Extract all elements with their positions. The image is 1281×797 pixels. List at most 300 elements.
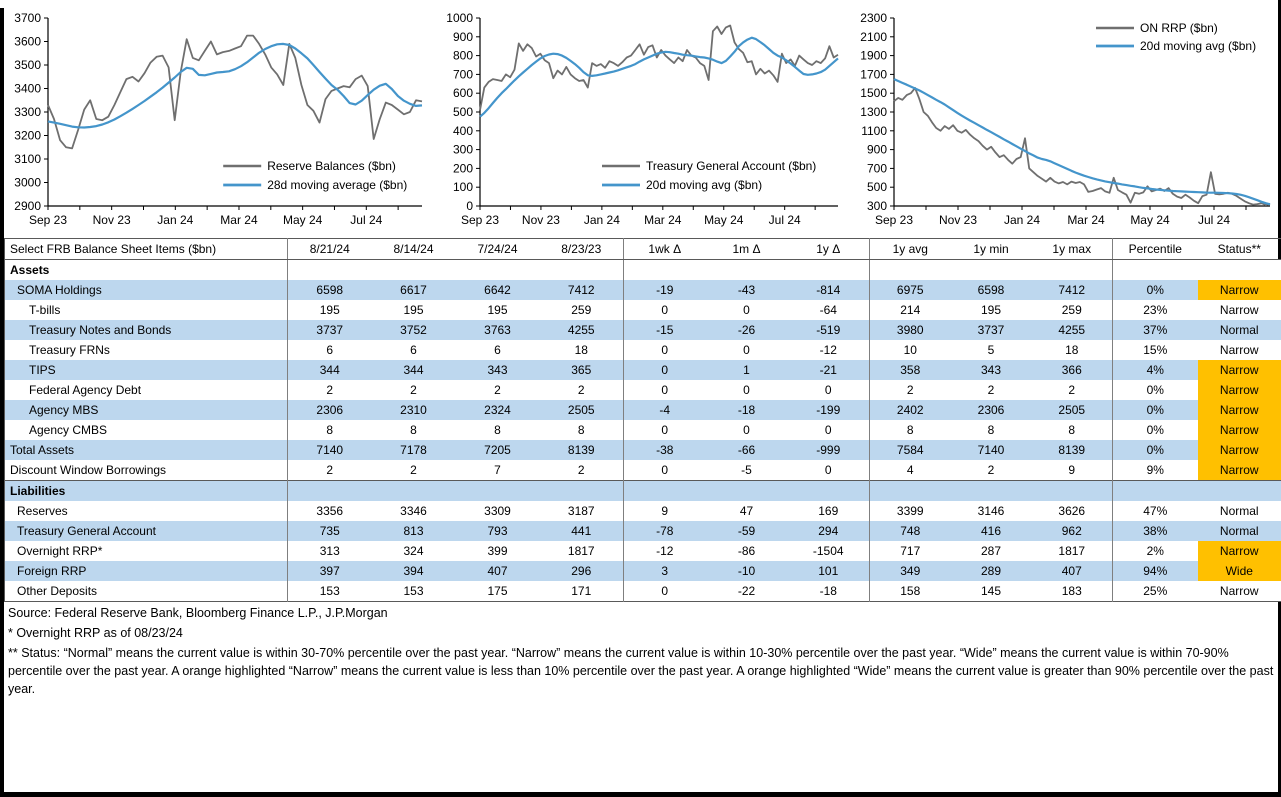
value-cell: 3737 bbox=[288, 320, 372, 340]
y-tick-label: 3600 bbox=[14, 34, 41, 49]
value-cell: 6598 bbox=[288, 280, 372, 300]
table-row bbox=[5, 501, 1281, 521]
value-cell: 2 bbox=[987, 463, 995, 477]
value-cell: 2306 bbox=[977, 403, 1005, 417]
empty-cell bbox=[1032, 260, 1113, 281]
y-tick-label: 200 bbox=[452, 161, 473, 176]
treasury-general-account-chart bbox=[438, 4, 846, 236]
value-cell: 294 bbox=[818, 524, 839, 538]
value-cell: 153 bbox=[288, 581, 372, 602]
y-tick-label: 700 bbox=[452, 67, 473, 82]
value-cell: 8 bbox=[870, 420, 951, 440]
value-cell: 343 bbox=[487, 363, 508, 377]
row-label: Overnight RRP* bbox=[17, 544, 103, 558]
value-cell: 8 bbox=[410, 423, 417, 437]
legend-label: Treasury General Account ($bn) bbox=[646, 159, 817, 173]
value-cell: 195 bbox=[487, 303, 508, 317]
source-note: Source: Federal Reserve Bank, Bloomberg Finance L.P., J.P.Morgan bbox=[8, 606, 388, 620]
value-cell: -1504 bbox=[812, 544, 844, 558]
empty-cell bbox=[788, 481, 870, 502]
value-cell: -78 bbox=[624, 521, 706, 541]
value-cell: 9 bbox=[1068, 463, 1076, 477]
value-cell: 7140 bbox=[288, 440, 372, 460]
table-row bbox=[5, 280, 1281, 300]
value-cell: 6617 bbox=[400, 283, 427, 297]
value-cell: 748 bbox=[870, 521, 951, 541]
column-header: 1y min bbox=[951, 239, 1032, 260]
y-tick-label: 700 bbox=[866, 161, 887, 176]
value-cell: 171 bbox=[571, 584, 592, 598]
value-cell: 7178 bbox=[400, 443, 427, 457]
table-row bbox=[5, 460, 1281, 481]
table-row bbox=[5, 340, 1281, 360]
column-header: 8/21/24 bbox=[288, 239, 372, 260]
table-row bbox=[5, 400, 1281, 420]
row-label: Other Deposits bbox=[17, 584, 98, 598]
reserve-balances-chart bbox=[6, 4, 430, 236]
value-cell: 18 bbox=[1065, 343, 1079, 357]
table-row bbox=[5, 581, 1281, 602]
y-tick-label: 3300 bbox=[14, 105, 41, 119]
value-cell: -519 bbox=[816, 323, 841, 337]
column-header: 1y max bbox=[1032, 239, 1113, 260]
value-cell: 735 bbox=[288, 521, 372, 541]
value-cell: 2 bbox=[870, 380, 951, 400]
value-cell: 0 bbox=[743, 343, 750, 357]
y-tick-label: 3100 bbox=[14, 152, 41, 166]
percentile-cell: 4% bbox=[1113, 360, 1198, 380]
y-tick-label: 900 bbox=[452, 29, 473, 44]
value-cell: 344 bbox=[403, 363, 424, 377]
value-cell: 0 bbox=[743, 303, 750, 317]
y-tick-label: 300 bbox=[866, 199, 887, 213]
value-cell: 10 bbox=[870, 340, 951, 360]
row-label: Agency MBS bbox=[29, 403, 99, 417]
balance-sheet-table bbox=[4, 238, 1281, 602]
value-cell: 717 bbox=[870, 541, 951, 561]
table-row bbox=[5, 541, 1281, 561]
y-tick-label: 2900 bbox=[14, 199, 41, 213]
charts-row bbox=[4, 0, 1278, 238]
column-header: Percentile bbox=[1113, 239, 1198, 260]
empty-cell bbox=[951, 260, 1032, 281]
value-cell: 3626 bbox=[1058, 504, 1086, 518]
empty-cell bbox=[870, 260, 951, 281]
value-cell: -26 bbox=[737, 323, 756, 337]
value-cell: 2 bbox=[577, 383, 585, 397]
value-cell: 3737 bbox=[977, 323, 1005, 337]
value-cell: 2310 bbox=[400, 403, 427, 417]
x-tick-label: May 24 bbox=[1130, 213, 1170, 227]
value-cell: 0 bbox=[824, 383, 832, 397]
value-cell: 2402 bbox=[870, 400, 951, 420]
value-cell: 2505 bbox=[567, 403, 595, 417]
value-cell: 2 bbox=[987, 383, 995, 397]
value-cell: 2 bbox=[577, 463, 585, 477]
percentile-cell: 9% bbox=[1113, 460, 1198, 481]
series-line-0 bbox=[894, 88, 1270, 205]
value-cell: 0 bbox=[624, 581, 706, 602]
empty-cell bbox=[951, 481, 1032, 502]
table-row bbox=[5, 300, 1281, 320]
legend-label: 20d moving avg ($bn) bbox=[646, 178, 763, 192]
series-line-1 bbox=[480, 38, 838, 117]
percentile-cell: 0% bbox=[1113, 280, 1198, 300]
x-tick-label: Mar 24 bbox=[1067, 213, 1105, 227]
status-cell: Narrow bbox=[1198, 280, 1281, 300]
series-line-1 bbox=[48, 44, 422, 128]
percentile-cell: 0% bbox=[1113, 420, 1198, 440]
empty-cell bbox=[1198, 260, 1281, 281]
value-cell: 169 bbox=[818, 504, 839, 518]
empty-cell bbox=[706, 260, 788, 281]
value-cell: 158 bbox=[870, 581, 951, 602]
status-cell: Narrow bbox=[1198, 440, 1281, 460]
value-cell: -64 bbox=[819, 303, 837, 317]
value-cell: -999 bbox=[816, 443, 841, 457]
table-header-row bbox=[5, 239, 1281, 260]
value-cell: 259 bbox=[1061, 303, 1082, 317]
empty-cell bbox=[288, 481, 372, 502]
y-tick-label: 3400 bbox=[14, 81, 41, 96]
value-cell: 6 bbox=[494, 343, 501, 357]
column-header: 1y Δ bbox=[788, 239, 870, 260]
percentile-cell: 15% bbox=[1113, 340, 1198, 360]
value-cell: -19 bbox=[624, 280, 706, 300]
value-cell: 4255 bbox=[1058, 323, 1086, 337]
value-cell: 6598 bbox=[977, 283, 1005, 297]
value-cell: 366 bbox=[1061, 363, 1082, 377]
value-cell: 407 bbox=[487, 564, 508, 578]
row-label: Reserves bbox=[17, 504, 68, 518]
value-cell: 7205 bbox=[484, 443, 511, 457]
footnotes bbox=[4, 602, 1278, 698]
empty-cell bbox=[706, 481, 788, 502]
value-cell: 3356 bbox=[288, 501, 372, 521]
value-cell: 397 bbox=[288, 561, 372, 581]
table-row bbox=[5, 440, 1281, 460]
status-cell: Narrow bbox=[1219, 343, 1259, 357]
value-cell: 3763 bbox=[484, 323, 511, 337]
y-tick-label: 1900 bbox=[860, 48, 887, 63]
percentile-cell: 25% bbox=[1113, 581, 1198, 602]
value-cell: 289 bbox=[980, 564, 1002, 578]
value-cell: 0 bbox=[824, 463, 832, 477]
empty-cell bbox=[1113, 260, 1198, 281]
value-cell: -43 bbox=[737, 283, 756, 297]
value-cell: 7140 bbox=[977, 443, 1005, 457]
x-tick-label: May 24 bbox=[282, 213, 323, 227]
section-row bbox=[5, 260, 1281, 281]
value-cell: 2 bbox=[494, 383, 501, 397]
table-row bbox=[5, 320, 1281, 340]
y-tick-label: 1500 bbox=[860, 86, 887, 101]
value-cell: 349 bbox=[870, 561, 951, 581]
value-cell: 394 bbox=[403, 564, 424, 578]
y-tick-label: 400 bbox=[452, 123, 473, 138]
column-header: Select FRB Balance Sheet Items ($bn) bbox=[5, 239, 288, 260]
row-label: Federal Agency Debt bbox=[29, 383, 142, 397]
legend-label: 28d moving average ($bn) bbox=[267, 178, 408, 192]
on-rrp-chart bbox=[852, 4, 1278, 236]
column-header: Status** bbox=[1198, 239, 1281, 260]
x-tick-label: Nov 23 bbox=[938, 213, 978, 227]
column-header: 8/23/23 bbox=[540, 239, 624, 260]
empty-cell bbox=[1032, 481, 1113, 502]
series-line-0 bbox=[480, 26, 838, 111]
value-cell: 793 bbox=[487, 524, 508, 538]
empty-cell bbox=[456, 481, 540, 502]
value-cell: 183 bbox=[1061, 584, 1082, 598]
value-cell: 358 bbox=[870, 360, 951, 380]
value-cell: 313 bbox=[288, 541, 372, 561]
value-cell: 3 bbox=[624, 561, 706, 581]
y-tick-label: 3700 bbox=[14, 11, 41, 25]
value-cell: 6642 bbox=[484, 283, 511, 297]
row-label: Foreign RRP bbox=[17, 564, 87, 578]
value-cell: 8 bbox=[494, 423, 501, 437]
empty-cell bbox=[288, 260, 372, 281]
value-cell: 195 bbox=[980, 303, 1002, 317]
value-cell: -18 bbox=[737, 403, 756, 417]
table-row bbox=[5, 561, 1281, 581]
x-tick-label: Sep 23 bbox=[874, 213, 914, 227]
percentile-cell: 2% bbox=[1113, 541, 1198, 561]
series-line-0 bbox=[48, 36, 422, 149]
x-tick-label: May 24 bbox=[704, 213, 744, 227]
value-cell: -21 bbox=[819, 363, 837, 377]
y-tick-label: 1000 bbox=[446, 11, 473, 25]
value-cell: 0 bbox=[743, 383, 750, 397]
value-cell: -814 bbox=[816, 283, 841, 297]
value-cell: 153 bbox=[403, 584, 424, 598]
status-cell: Narrow bbox=[1219, 584, 1259, 598]
value-cell: 416 bbox=[980, 524, 1002, 538]
row-label: Agency CMBS bbox=[29, 423, 108, 437]
value-cell: 8139 bbox=[567, 443, 595, 457]
value-cell: 4 bbox=[870, 460, 951, 481]
x-tick-label: Jul 24 bbox=[1197, 213, 1231, 227]
value-cell: 7 bbox=[494, 463, 501, 477]
rrp-asof-footnote: * Overnight RRP as of 08/23/24 bbox=[8, 625, 183, 640]
value-cell: 3399 bbox=[870, 501, 951, 521]
value-cell: 3980 bbox=[870, 320, 951, 340]
status-cell: Narrow bbox=[1198, 400, 1281, 420]
y-tick-label: 800 bbox=[452, 48, 473, 63]
percentile-cell: 37% bbox=[1113, 320, 1198, 340]
y-tick-label: 1700 bbox=[860, 67, 887, 82]
value-cell: 5 bbox=[987, 343, 995, 357]
row-label: Total Assets bbox=[10, 443, 75, 457]
percentile-cell: 0% bbox=[1113, 440, 1198, 460]
table-row bbox=[5, 380, 1281, 400]
value-cell: 8 bbox=[288, 420, 372, 440]
value-cell: 0 bbox=[624, 360, 706, 380]
value-cell: 2324 bbox=[484, 403, 511, 417]
y-tick-label: 100 bbox=[452, 180, 473, 195]
empty-cell bbox=[1113, 481, 1198, 502]
y-tick-label: 2300 bbox=[860, 11, 887, 25]
column-header: 7/24/24 bbox=[456, 239, 540, 260]
empty-cell bbox=[624, 481, 706, 502]
value-cell: -199 bbox=[816, 403, 841, 417]
y-tick-label: 3200 bbox=[14, 128, 41, 143]
value-cell: 47 bbox=[739, 504, 754, 518]
value-cell: 3346 bbox=[400, 504, 427, 518]
value-cell: 6 bbox=[410, 343, 417, 357]
row-label: Treasury Notes and Bonds bbox=[29, 323, 172, 337]
table-row bbox=[5, 420, 1281, 440]
y-tick-label: 300 bbox=[452, 142, 473, 157]
value-cell: 6 bbox=[288, 340, 372, 360]
legend-label: ON RRP ($bn) bbox=[1140, 21, 1218, 35]
value-cell: 0 bbox=[743, 423, 750, 437]
status-cell: Wide bbox=[1198, 561, 1281, 581]
value-cell: 8 bbox=[577, 423, 585, 437]
table-row bbox=[5, 360, 1281, 380]
row-label: SOMA Holdings bbox=[17, 283, 102, 297]
value-cell: 2 bbox=[410, 463, 417, 477]
status-cell: Narrow bbox=[1198, 541, 1281, 561]
status-cell: Narrow bbox=[1219, 303, 1259, 317]
report-content bbox=[4, 0, 1278, 699]
value-cell: 0 bbox=[624, 380, 706, 400]
value-cell: 0 bbox=[624, 300, 706, 320]
row-label: Discount Window Borrowings bbox=[10, 463, 167, 477]
value-cell: 0 bbox=[824, 423, 832, 437]
empty-cell bbox=[870, 481, 951, 502]
value-cell: 195 bbox=[403, 303, 424, 317]
legend-label: Reserve Balances ($bn) bbox=[267, 159, 396, 173]
value-cell: 195 bbox=[288, 300, 372, 320]
value-cell: 324 bbox=[403, 544, 424, 558]
row-label: Liabilities bbox=[10, 484, 66, 498]
section-row bbox=[5, 481, 1281, 502]
x-tick-label: Jul 24 bbox=[350, 213, 383, 227]
value-cell: 2505 bbox=[1058, 403, 1086, 417]
x-tick-label: Jul 24 bbox=[768, 213, 801, 227]
x-tick-label: Nov 23 bbox=[92, 213, 131, 227]
empty-cell bbox=[372, 260, 456, 281]
value-cell: 3309 bbox=[484, 504, 511, 518]
value-cell: 407 bbox=[1061, 564, 1082, 578]
y-tick-label: 0 bbox=[466, 199, 473, 213]
empty-cell bbox=[540, 481, 624, 502]
value-cell: 9 bbox=[624, 501, 706, 521]
y-tick-label: 3500 bbox=[14, 58, 41, 72]
percentile-cell: 47% bbox=[1113, 501, 1198, 521]
y-tick-label: 500 bbox=[452, 105, 473, 119]
y-tick-label: 900 bbox=[866, 142, 887, 157]
empty-cell bbox=[372, 481, 456, 502]
status-definition-footnote: ** Status: “Normal” means the current value is within 30-70% percentile over the past year. “Narrow” means the current value is within 10-30% percentile over the past year. “Wide” means the current value is within 70-90% percentile over the past year. A orange highlighted “Narrow” means the current value is less than 10% percentile over the past year. A orange highlighted “Wide” means the current value is greater than 90% percentile over the past year. bbox=[8, 645, 1274, 696]
value-cell: 175 bbox=[487, 584, 508, 598]
y-tick-label: 1300 bbox=[860, 105, 887, 119]
value-cell: -86 bbox=[737, 544, 756, 558]
value-cell: 441 bbox=[571, 524, 592, 538]
x-tick-label: Mar 24 bbox=[644, 213, 682, 227]
value-cell: 343 bbox=[980, 363, 1002, 377]
value-cell: 101 bbox=[818, 564, 839, 578]
empty-cell bbox=[456, 260, 540, 281]
x-tick-label: Sep 23 bbox=[28, 213, 68, 227]
value-cell: 3146 bbox=[977, 504, 1005, 518]
legend-label: 20d moving avg ($bn) bbox=[1140, 39, 1257, 53]
value-cell: 2 bbox=[410, 383, 417, 397]
row-label: T-bills bbox=[29, 303, 61, 317]
status-cell: Narrow bbox=[1198, 460, 1281, 481]
status-cell: Normal bbox=[1219, 504, 1259, 518]
value-cell: 296 bbox=[571, 564, 592, 578]
percentile-cell: 38% bbox=[1113, 521, 1198, 541]
value-cell: -12 bbox=[819, 343, 837, 357]
value-cell: 2 bbox=[1068, 383, 1076, 397]
value-cell: -12 bbox=[624, 541, 706, 561]
x-tick-label: Jan 24 bbox=[1003, 213, 1041, 227]
value-cell: 7412 bbox=[567, 283, 595, 297]
row-label: Treasury FRNs bbox=[29, 343, 110, 357]
column-header: 8/14/24 bbox=[372, 239, 456, 260]
value-cell: 1817 bbox=[567, 544, 595, 558]
x-tick-label: Jan 24 bbox=[157, 213, 194, 227]
value-cell: -5 bbox=[741, 463, 752, 477]
value-cell: 399 bbox=[487, 544, 508, 558]
value-cell: -18 bbox=[819, 584, 837, 598]
value-cell: 1817 bbox=[1058, 544, 1086, 558]
y-tick-label: 2100 bbox=[860, 29, 887, 44]
empty-cell bbox=[1198, 481, 1281, 502]
status-cell: Normal bbox=[1219, 524, 1259, 538]
percentile-cell: 0% bbox=[1113, 400, 1198, 420]
value-cell: 7412 bbox=[1058, 283, 1086, 297]
y-tick-label: 500 bbox=[866, 180, 887, 195]
value-cell: -38 bbox=[624, 440, 706, 460]
value-cell: 8139 bbox=[1058, 443, 1086, 457]
value-cell: 18 bbox=[574, 343, 588, 357]
value-cell: 2306 bbox=[288, 400, 372, 420]
window-edge-bottom bbox=[0, 792, 1281, 797]
value-cell: 4255 bbox=[567, 323, 595, 337]
status-cell: Narrow bbox=[1198, 420, 1281, 440]
value-cell: 8 bbox=[1068, 423, 1076, 437]
status-cell: Narrow bbox=[1198, 380, 1281, 400]
value-cell: 813 bbox=[403, 524, 424, 538]
empty-cell bbox=[540, 260, 624, 281]
value-cell: 7584 bbox=[870, 440, 951, 460]
value-cell: 214 bbox=[870, 300, 951, 320]
value-cell: 365 bbox=[571, 363, 592, 377]
value-cell: 8 bbox=[987, 423, 995, 437]
row-label: Assets bbox=[10, 263, 50, 277]
empty-cell bbox=[788, 260, 870, 281]
value-cell: 2 bbox=[288, 380, 372, 400]
value-cell: -66 bbox=[737, 443, 756, 457]
percentile-cell: 23% bbox=[1113, 300, 1198, 320]
x-tick-label: Jan 24 bbox=[583, 213, 620, 227]
table-row bbox=[5, 521, 1281, 541]
value-cell: 344 bbox=[288, 360, 372, 380]
percentile-cell: 0% bbox=[1113, 380, 1198, 400]
status-cell: Narrow bbox=[1198, 360, 1281, 380]
x-tick-label: Sep 23 bbox=[460, 213, 500, 227]
y-tick-label: 3000 bbox=[14, 175, 41, 190]
value-cell: 3187 bbox=[567, 504, 595, 518]
x-tick-label: Nov 23 bbox=[521, 213, 560, 227]
value-cell: 3752 bbox=[400, 323, 427, 337]
y-tick-label: 600 bbox=[452, 86, 473, 101]
value-cell: 962 bbox=[1061, 524, 1082, 538]
value-cell: 0 bbox=[624, 340, 706, 360]
